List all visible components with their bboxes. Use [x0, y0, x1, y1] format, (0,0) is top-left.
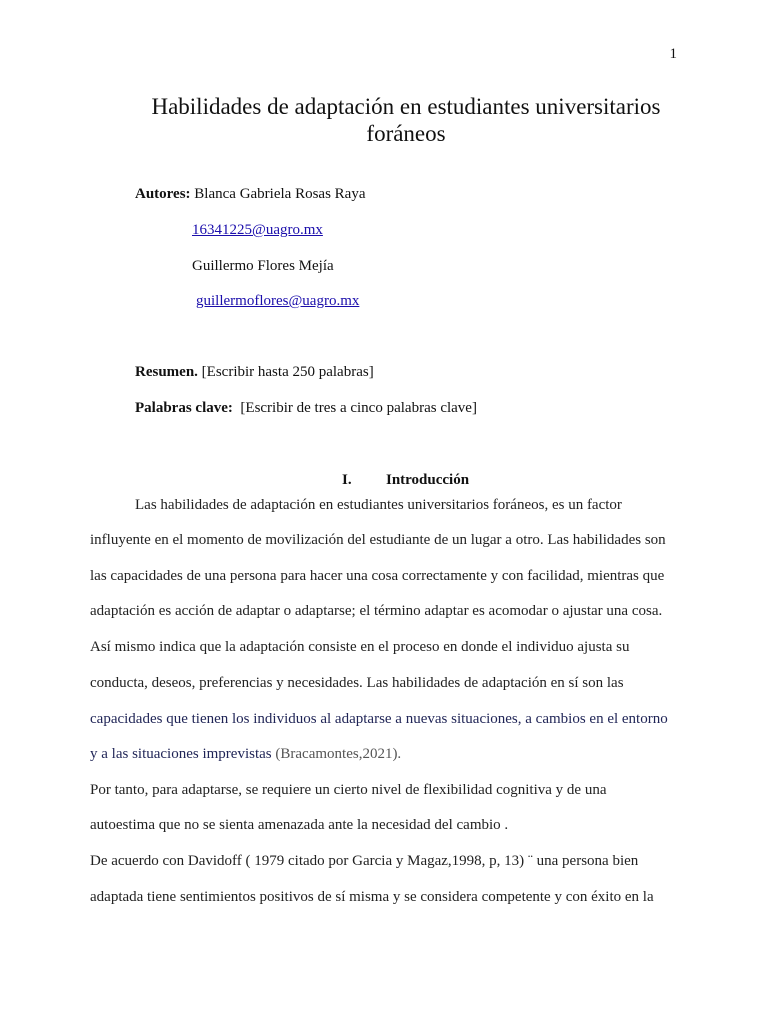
body-line: Las habilidades de adaptación en estudiantes universitarios foráneos, es un factor — [135, 497, 622, 513]
author2-email-link[interactable]: guillermoflores@uagro.mx — [196, 293, 360, 309]
body-line: las capacidades de una persona para hacer una cosa correctamente y con facilidad, mientras que — [90, 568, 665, 584]
keywords-line — [135, 400, 477, 417]
body-line: Por tanto, para adaptarse, se requiere un cierto nivel de flexibilidad cognitiva y de una — [90, 782, 607, 798]
body-line-with-citation — [90, 746, 401, 763]
body-line-text: y a las situaciones imprevistas — [90, 746, 272, 762]
section-heading — [342, 472, 469, 489]
citation: (Bracamontes,2021). — [271, 746, 402, 762]
body-line: conducta, deseos, preferencias y necesidades. Las habilidades de adaptación en sí son las — [90, 675, 624, 691]
author1-name: Blanca Gabriela Rosas Raya — [194, 186, 366, 202]
keywords-label: Palabras clave: — [135, 400, 233, 416]
section-number: I. — [342, 472, 352, 488]
authors-label: Autores: — [135, 186, 191, 202]
document-title — [0, 93, 768, 147]
abstract-text: [Escribir hasta 250 palabras] — [201, 364, 374, 380]
author1-email-link[interactable]: 16341225@uagro.mx — [192, 222, 323, 238]
body-line: adaptación es acción de adaptar o adaptarse; el término adaptar es acomodar o ajustar una cosa. — [90, 603, 663, 619]
body-line: adaptada tiene sentimientos positivos de sí misma y se considera competente y con éxito en la — [90, 889, 654, 905]
title-line-2: foráneos — [366, 121, 446, 146]
body-line: capacidades que tienen los individuos al adaptarse a nuevas situaciones, a cambios en el entorno — [90, 711, 668, 727]
keywords-text: [Escribir de tres a cinco palabras clave] — [240, 400, 477, 416]
section-title: Introducción — [386, 472, 470, 488]
page-number: 1 — [669, 46, 677, 62]
body-line: autoestima que no se sienta amenazada ante la necesidad del cambio . — [90, 817, 509, 833]
author1-email-line — [192, 222, 323, 239]
author2-email-line — [196, 293, 359, 310]
body-line: Así mismo indica que la adaptación consiste en el proceso en donde el individuo ajusta su — [90, 639, 630, 655]
body-line: De acuerdo con Davidoff ( 1979 citado por Garcia y Magaz,1998, p, 13) ¨ una persona bien — [90, 853, 639, 869]
abstract-line — [135, 364, 374, 381]
abstract-label: Resumen. — [135, 364, 198, 380]
author2-name: Guillermo Flores Mejía — [192, 258, 334, 274]
body-line: influyente en el momento de movilización del estudiante de un lugar a otro. Las habilidades son — [90, 532, 666, 548]
authors-line — [135, 186, 366, 203]
title-line-1: Habilidades de adaptación en estudiantes universitarios — [151, 94, 661, 119]
